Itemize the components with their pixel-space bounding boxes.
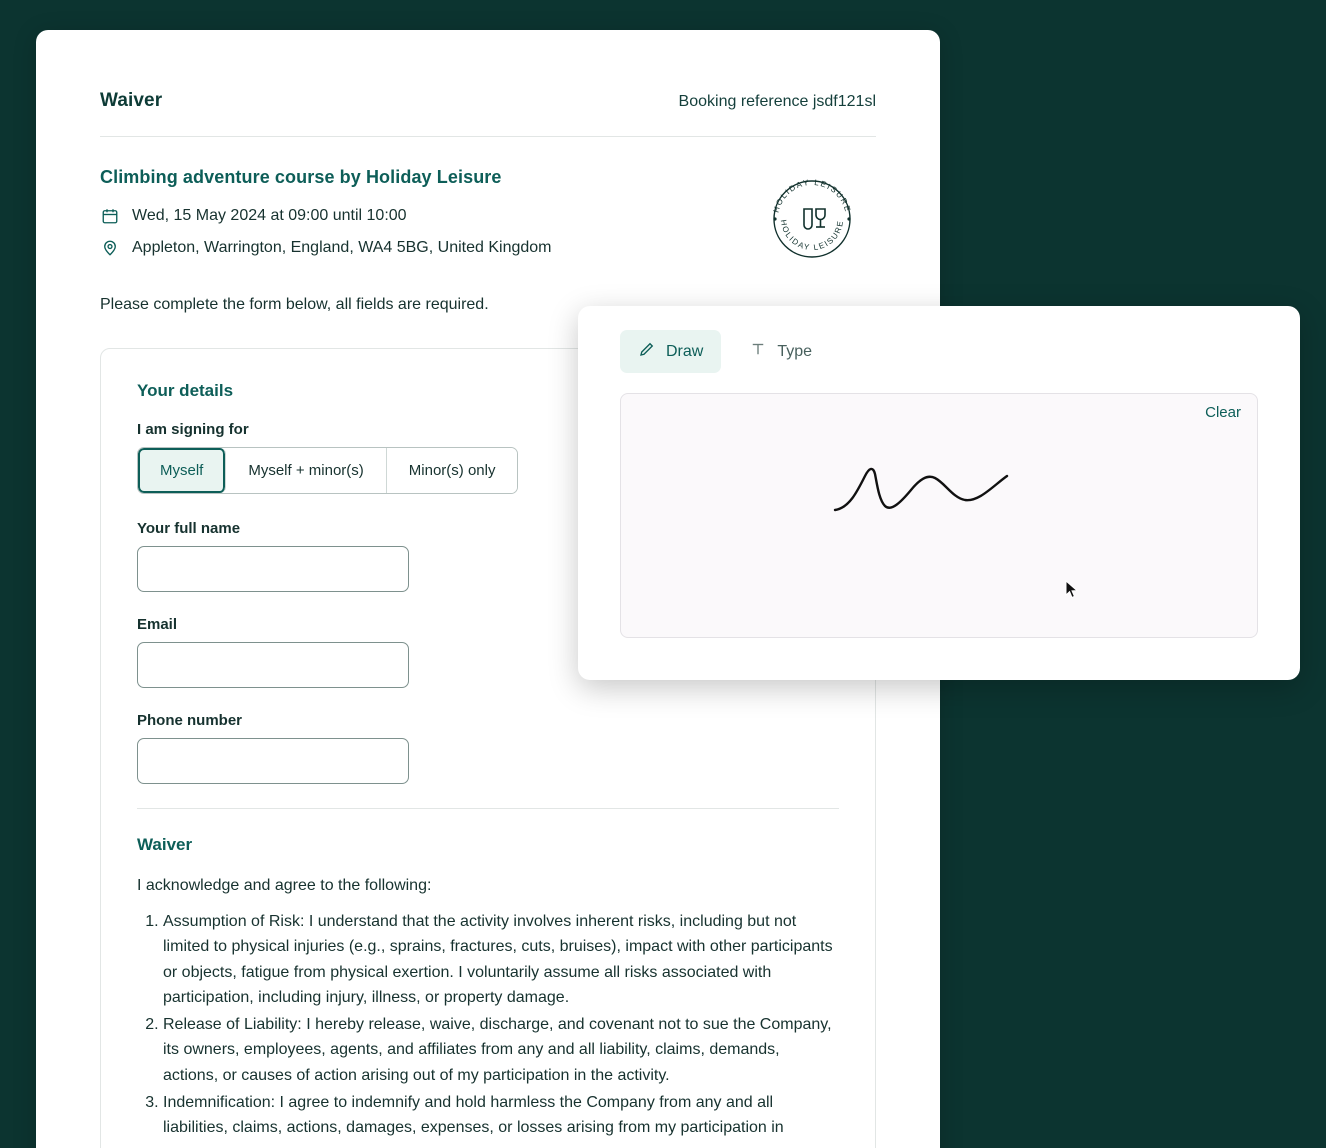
signing-for-label: I am signing for	[137, 421, 249, 438]
full-name-input[interactable]	[137, 546, 409, 592]
waiver-terms-list	[137, 909, 839, 1140]
email-input[interactable]	[137, 642, 409, 688]
signature-drawing-canvas[interactable]	[620, 393, 1258, 638]
phone-label: Phone number	[137, 712, 243, 729]
segment-myself-plus-minors[interactable]: Myself + minor(s)	[226, 448, 386, 493]
signature-panel	[578, 306, 1300, 680]
booking-reference: Booking reference jsdf121sl	[678, 93, 876, 110]
waiver-intro: I acknowledge and agree to the following:	[137, 877, 432, 894]
segment-minors-only[interactable]: Minor(s) only	[387, 448, 518, 493]
tab-draw[interactable]	[620, 330, 721, 373]
svg-text:HOLIDAY LEISURE: HOLIDAY LEISURE	[771, 177, 853, 214]
waiver-term: 1. Assumption of Risk: I understand that the activity involves inherent risks, including but not limited to physical injuries (e.g., sprains, fractures, cuts, bruises), impact with other participants or objects, fatigue from physical exertion. I voluntarily assume all risks associated with participation, including injury, illness, or property damage.	[163, 909, 839, 1010]
tab-type[interactable]	[731, 330, 830, 373]
course-location-row	[100, 238, 764, 258]
pen-icon	[638, 340, 656, 363]
tab-draw-label: Draw	[666, 342, 704, 360]
your-details-heading: Your details	[137, 381, 234, 400]
course-summary	[100, 167, 876, 270]
text-icon	[749, 340, 767, 363]
company-stamp-logo	[764, 171, 860, 267]
document-header-area	[36, 30, 940, 314]
form-instruction: Please complete the form below, all fields are required.	[100, 296, 489, 313]
email-label: Email	[137, 616, 178, 633]
tab-type-label: Type	[777, 342, 813, 360]
segment-myself[interactable]: Myself	[138, 448, 226, 493]
mouse-cursor	[1065, 580, 1079, 605]
clear-signature-button[interactable]: Clear	[1205, 404, 1241, 421]
full-name-label: Your full name	[137, 520, 241, 537]
svg-text:HOLIDAY LEISURE: HOLIDAY LEISURE	[778, 219, 846, 253]
document-header	[100, 90, 876, 137]
course-datetime: Wed, 15 May 2024 at 09:00 until 10:00	[132, 207, 407, 224]
course-location: Appleton, Warrington, England, WA4 5BG, United Kingdom	[132, 239, 552, 256]
waiver-heading: Waiver	[137, 835, 193, 854]
course-summary-text	[100, 167, 764, 270]
section-divider	[137, 808, 839, 809]
page-title: Waiver	[100, 90, 163, 111]
waiver-term: 2. Release of Liability: I hereby release, waive, discharge, and covenant not to sue the Company, its owners, employees, agents, and affiliates from any and all liability, claims, demands, actions, or causes of action arising out of my participation in the activity.	[163, 1012, 839, 1088]
signature-mode-tabs	[620, 330, 1258, 373]
waiver-term: 3. Indemnification: I agree to indemnify and hold harmless the Company from any and all liabilities, claims, actions, damages, expenses, or losses arising from my participation in	[163, 1090, 839, 1141]
course-datetime-row	[100, 206, 764, 226]
location-pin-icon	[100, 238, 120, 258]
signature-stroke	[831, 456, 1051, 531]
calendar-icon	[100, 206, 120, 226]
signing-for-segmented-control[interactable]	[137, 447, 518, 494]
phone-input[interactable]	[137, 738, 409, 784]
course-title: Climbing adventure course by Holiday Leisure	[100, 167, 502, 187]
